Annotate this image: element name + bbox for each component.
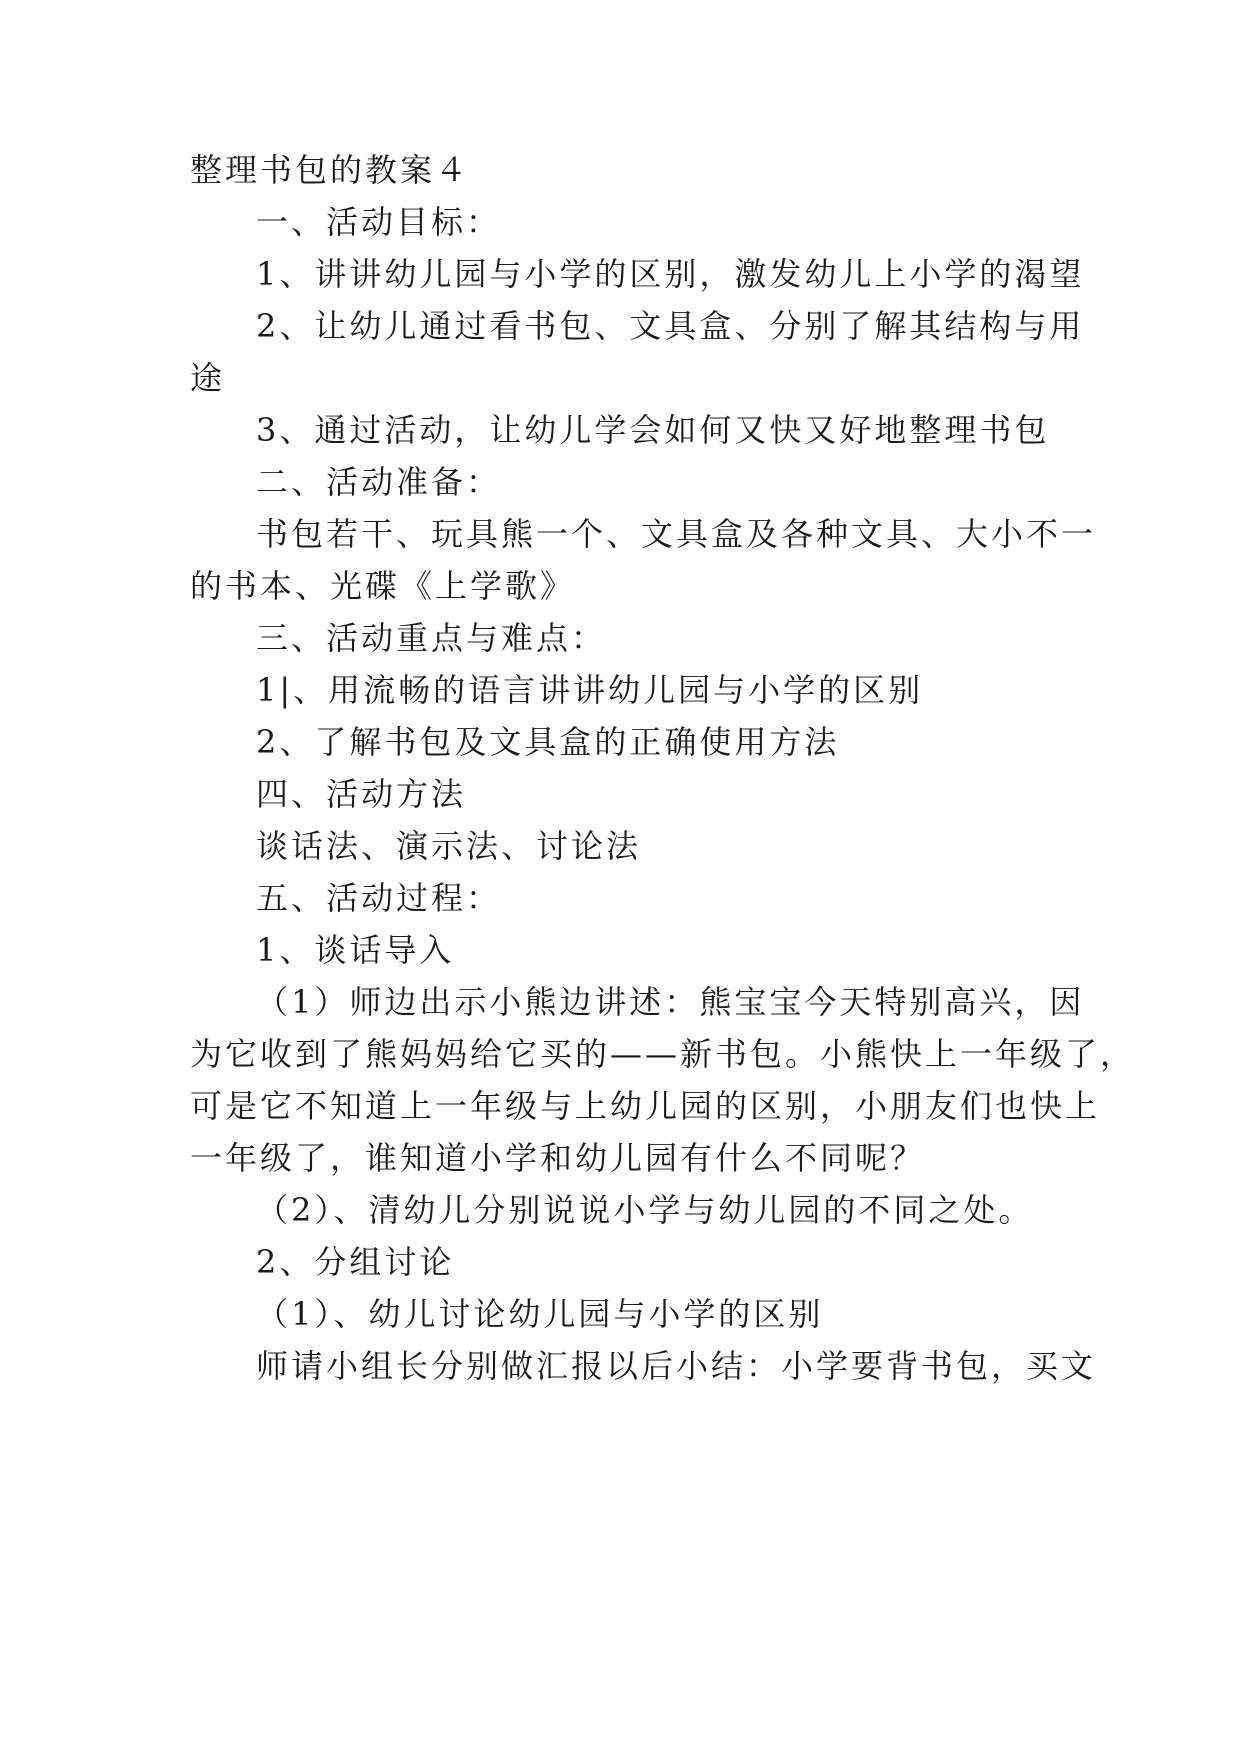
paragraph-line: 师请小组长分别做汇报以后小结：小学要背书包，买文: [256, 1347, 1097, 1385]
paragraph-line: 2、分组讨论: [256, 1243, 455, 1281]
paragraph-line: 的书本、光碟《上学歌》: [190, 567, 576, 605]
section-heading-process: 五、活动过程：: [256, 879, 502, 917]
paragraph-line: （1）、幼儿讨论幼儿园与小学的区别: [256, 1295, 824, 1333]
paragraph-line: 2、了解书包及文具盒的正确使用方法: [256, 723, 840, 761]
paragraph-line: 3、通过活动，让幼儿学会如何又快又好地整理书包: [256, 411, 1050, 449]
section-heading-key-points: 三、活动重点与难点：: [256, 619, 607, 657]
section-heading-methods: 四、活动方法: [256, 775, 467, 813]
paragraph-line: （2）、清幼儿分别说说小学与幼儿园的不同之处。: [256, 1191, 1034, 1229]
paragraph-line: 1、谈话导入: [256, 931, 455, 969]
section-heading-preparation: 二、活动准备：: [256, 463, 502, 501]
paragraph-line: 谈话法、演示法、讨论法: [256, 827, 642, 865]
paragraph-line: （1）师边出示小熊边讲述：熊宝宝今天特别高兴，因: [256, 983, 1085, 1021]
paragraph-line: 可是它不知道上一年级与上幼儿园的区别，小朋友们也快上: [190, 1087, 1101, 1125]
document-title: 整理书包的教案４: [190, 151, 471, 189]
paragraph-line: 一年级了，谁知道小学和幼儿园有什么不同呢？: [190, 1139, 926, 1177]
paragraph-line: 2、让幼儿通过看书包、文具盒、分别了解其结构与用: [256, 307, 1085, 345]
paragraph-line: 为它收到了熊妈妈给它买的——新书包。小熊快上一年级了，: [190, 1035, 1136, 1073]
paragraph-line: 书包若干、玩具熊一个、文具盒及各种文具、大小不一: [256, 515, 1097, 553]
paragraph-line: 途: [190, 359, 226, 397]
paragraph-line: 1、讲讲幼儿园与小学的区别，激发幼儿上小学的渴望: [256, 255, 1085, 293]
paragraph-line: 1|、用流畅的语言讲讲幼儿园与小学的区别: [256, 671, 924, 709]
section-heading-goals: 一、活动目标：: [256, 203, 502, 241]
